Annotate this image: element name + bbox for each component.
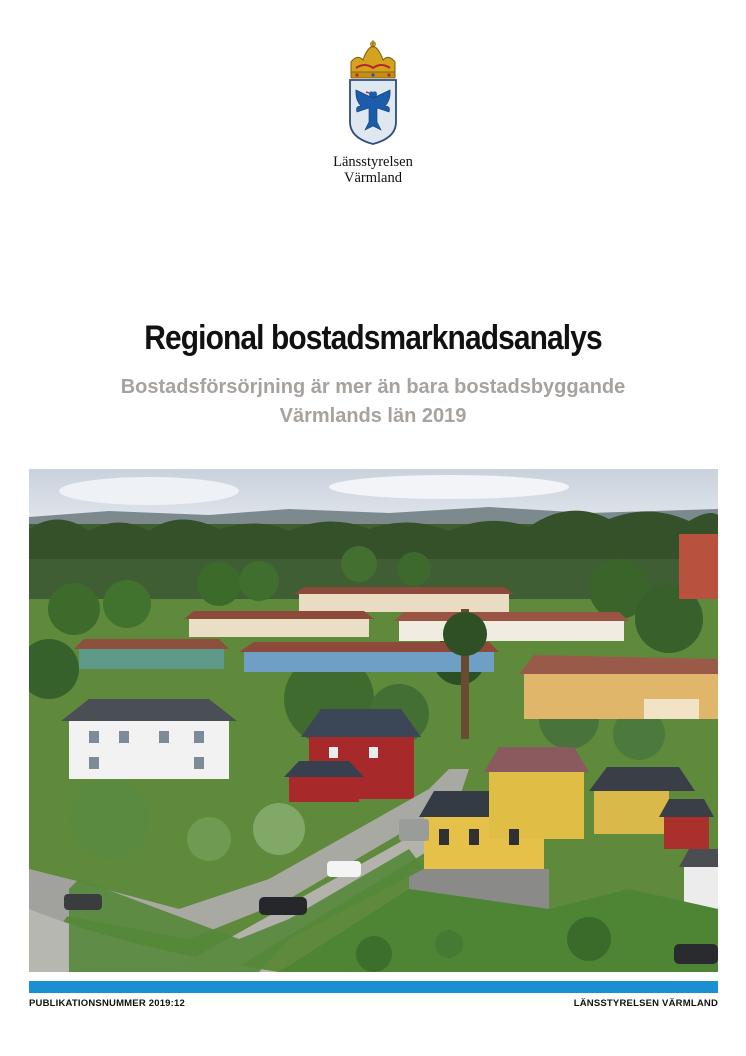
subtitle-line2: Värmlands län 2019 xyxy=(279,405,467,427)
publisher-name: LÄNSSTYRELSEN VÄRMLAND xyxy=(573,998,718,1009)
agency-name-line2: Värmland xyxy=(344,170,402,186)
accent-bar xyxy=(29,981,718,993)
agency-name-line1: Länsstyrelsen xyxy=(333,154,413,170)
subtitle-line1: Bostadsförsörjning är mer än bara bostadsbyggande xyxy=(120,376,626,398)
publication-number: PUBLIKATIONSNUMMER 2019:12 xyxy=(29,998,185,1009)
agency-logo xyxy=(318,40,428,186)
page-title: Regional bostadsmarknadsanalys xyxy=(144,319,602,357)
cover-photo xyxy=(29,469,718,972)
coat-of-arms-icon xyxy=(347,40,399,146)
